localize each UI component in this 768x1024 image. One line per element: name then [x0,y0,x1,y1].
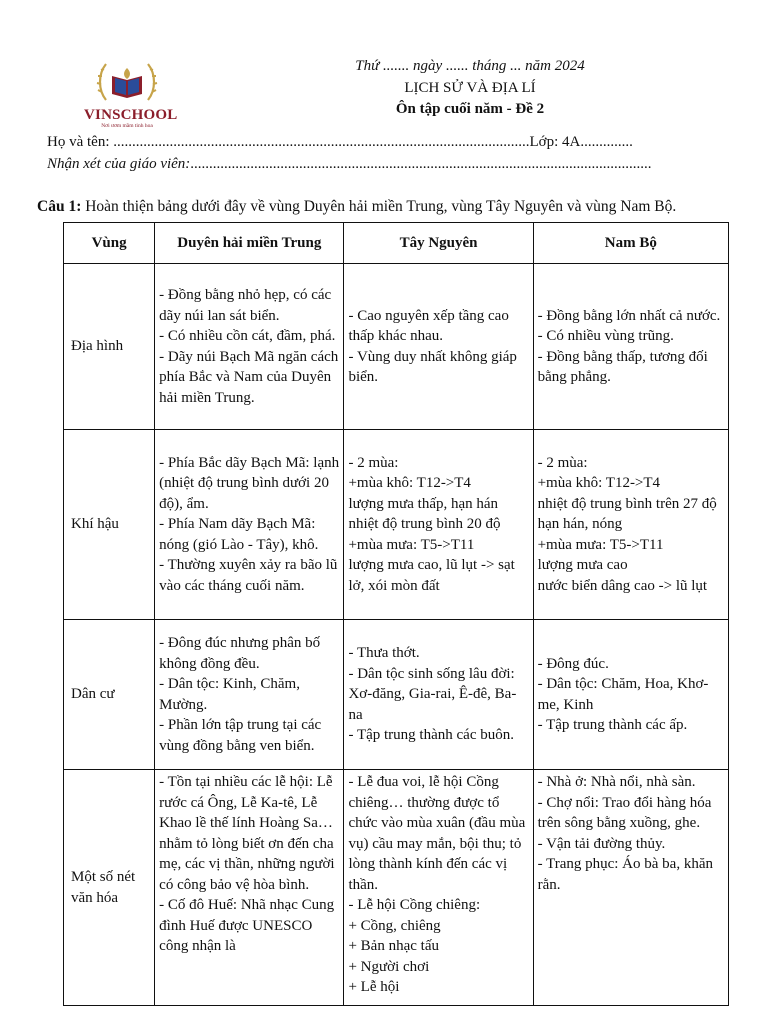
table-row [64,770,729,1006]
school-tagline: Nơi ươm mầm tinh hoa [101,123,153,129]
table-cell [344,770,533,1006]
cell-line: nhiệt độ trung bình 20 độ [348,516,501,533]
header-central-coast: Duyên hải miền Trung [155,223,344,264]
cell-line: - Chợ nổi: Trao đổi hàng hóa trên sông bằng xuồng, ghe. [537,794,712,831]
cell-line: lượng mưa thấp, hạn hán [348,495,499,512]
cell-line: + Cồng, chiêng [348,917,441,934]
cell-line: - Phía Bắc dãy Bạch Mã: lạnh (nhiệt độ trung bình dưới 20 độ), ẩm. [159,454,340,512]
class-label: Lớp: 4A [529,134,581,150]
book-laurel-icon [96,58,158,106]
cell-line: +mùa khô: T12->T4 [348,475,471,492]
school-brand-name: VINSCHOOL [84,107,178,123]
cell-line: - Có nhiều cồn cát, đầm, phá. [159,328,336,344]
cell-line: nước biển dâng cao -> lũ lụt [537,577,708,594]
school-logo [84,58,178,129]
table-cell [155,620,344,770]
row-label: Một số nét văn hóa [64,770,155,1006]
exam-title: Ôn tập cuối năm - Đề 2 [395,101,545,117]
cell-line: - Lễ hội Cồng chiêng: [348,897,481,913]
cell-line: lượng mưa cao [537,557,628,574]
cell-line: +mùa khô: T12->T4 [537,475,661,492]
table-row [64,620,729,770]
class-field[interactable]: .............. [580,134,633,150]
cell-line: - Thưa thớt. [348,645,420,662]
table-cell [533,770,728,1006]
table-cell [344,620,533,770]
header-central-highlands: Tây Nguyên [344,223,533,264]
cell-line: - Dân tộc: Chăm, Hoa, Khơ-me, Kinh [537,676,709,713]
cell-line: +mùa mưa: T5->T11 [348,536,475,553]
cell-line: - Nhà ở: Nhà nổi, nhà sàn. [537,774,696,790]
cell-line: - Tồn tại nhiều các lễ hội: Lễ rước cá Ông, Lễ Ka-tê, Lễ Khao lề thế lính Hoàng Sa… nhằm tỏ lòng biết ơn đến cha mẹ, các vị thần, những người có công bảo vệ hòa bình. [159,774,335,893]
question-number: Câu 1: [37,198,82,215]
table-cell [344,430,533,620]
cell-line: hạn hán, nóng [537,516,623,533]
cell-line: - Tập trung thành các buôn. [348,727,514,744]
table-cell [155,770,344,1006]
cell-line: - Tập trung thành các ấp. [537,717,688,733]
date-line: Thứ ....... ngày ...... tháng ... năm 2024 [355,58,585,74]
table-cell [344,264,533,430]
cell-line: - Dân tộc: Kinh, Chăm, Mường. [159,676,300,713]
cell-line: - Lễ đua voi, lễ hội Cồng chiêng… thường được tổ chức vào mùa xuân (đầu mùa vụ) cầu may mắn, bội thu; tỏ lòng thành kính đến các vị thần. [348,774,526,893]
header-region: Vùng [64,223,155,264]
row-label: Khí hậu [64,430,155,620]
cell-line: - Vận tải đường thủy. [537,835,666,852]
table-cell [533,430,728,620]
cell-line: nhiệt độ trung bình trên 27 độ [537,495,717,512]
question-1 [37,198,676,216]
cell-line: - Trang phục: Áo bà ba, khăn rằn. [537,856,713,893]
cell-line: - Đồng bằng nhỏ hẹp, có các dãy núi lan sát biển. [159,287,332,324]
comment-field[interactable]: ........................................................................................................................... [190,156,652,172]
cell-line: +mùa mưa: T5->T11 [537,536,664,553]
row-label: Dân cư [64,620,155,770]
cell-line: - Có nhiều vùng trũng. [537,328,674,344]
cell-line: - Thường xuyên xảy ra bão lũ vào các tháng cuối năm. [159,557,338,594]
teacher-comment-line [47,156,732,173]
question-text: Hoàn thiện bảng dưới đây về vùng Duyên hải miền Trung, vùng Tây Nguyên và vùng Nam Bộ. [81,198,677,215]
cell-line: - Phần lớn tập trung tại các vùng đồng bằng ven biển. [159,717,322,754]
cell-line: - 2 mùa: [537,454,588,471]
cell-line: - Đồng bằng thấp, tương đối bằng phẳng. [537,348,708,385]
table-row [64,264,729,430]
cell-line: + Bản nhạc tấu [348,938,439,954]
table-row [64,430,729,620]
cell-line: - Vùng duy nhất không giáp biển. [348,348,517,385]
cell-line: - Đông đúc nhưng phân bố không đồng đều. [159,635,321,672]
table-cell [155,430,344,620]
cell-line: - Dãy núi Bạch Mã ngăn cách phía Bắc và Nam của Duyên hải miền Trung. [159,348,339,406]
name-field[interactable]: ............................................................................................................... [113,134,530,150]
region-comparison-table [63,222,729,1006]
cell-line: - Đồng bằng lớn nhất cả nước. [537,307,721,324]
subject-title: LỊCH SỬ VÀ ĐỊA LÍ [404,80,536,96]
cell-line: lượng mưa cao, lũ lụt -> sạt lở, xói mòn đất [348,557,515,594]
cell-line: - Cao nguyên xếp tầng cao thấp khác nhau. [348,307,509,344]
student-name-line [47,134,732,151]
table-cell [533,620,728,770]
name-label: Họ và tên: [47,134,114,150]
table-cell [533,264,728,430]
cell-line: - 2 mùa: [348,454,399,471]
cell-line: - Cố đô Huế: Nhã nhạc Cung đình Huế được UNESCO công nhận là [159,897,335,954]
comment-label: Nhận xét của giáo viên: [47,156,191,172]
table-cell [155,264,344,430]
table-header-row [64,223,729,264]
cell-line: + Người chơi [348,958,430,975]
cell-line: - Đông đúc. [537,655,609,672]
cell-line: - Phía Nam dãy Bạch Mã: nóng (gió Lào - Tây), khô. [159,516,319,553]
header-southern: Nam Bộ [533,223,728,264]
row-label: Địa hình [64,264,155,430]
cell-line: - Dân tộc sinh sống lâu đời: Xơ-đăng, Gia-rai, Ê-đê, Ba-na [348,665,517,723]
cell-line: + Lễ hội [348,979,400,995]
